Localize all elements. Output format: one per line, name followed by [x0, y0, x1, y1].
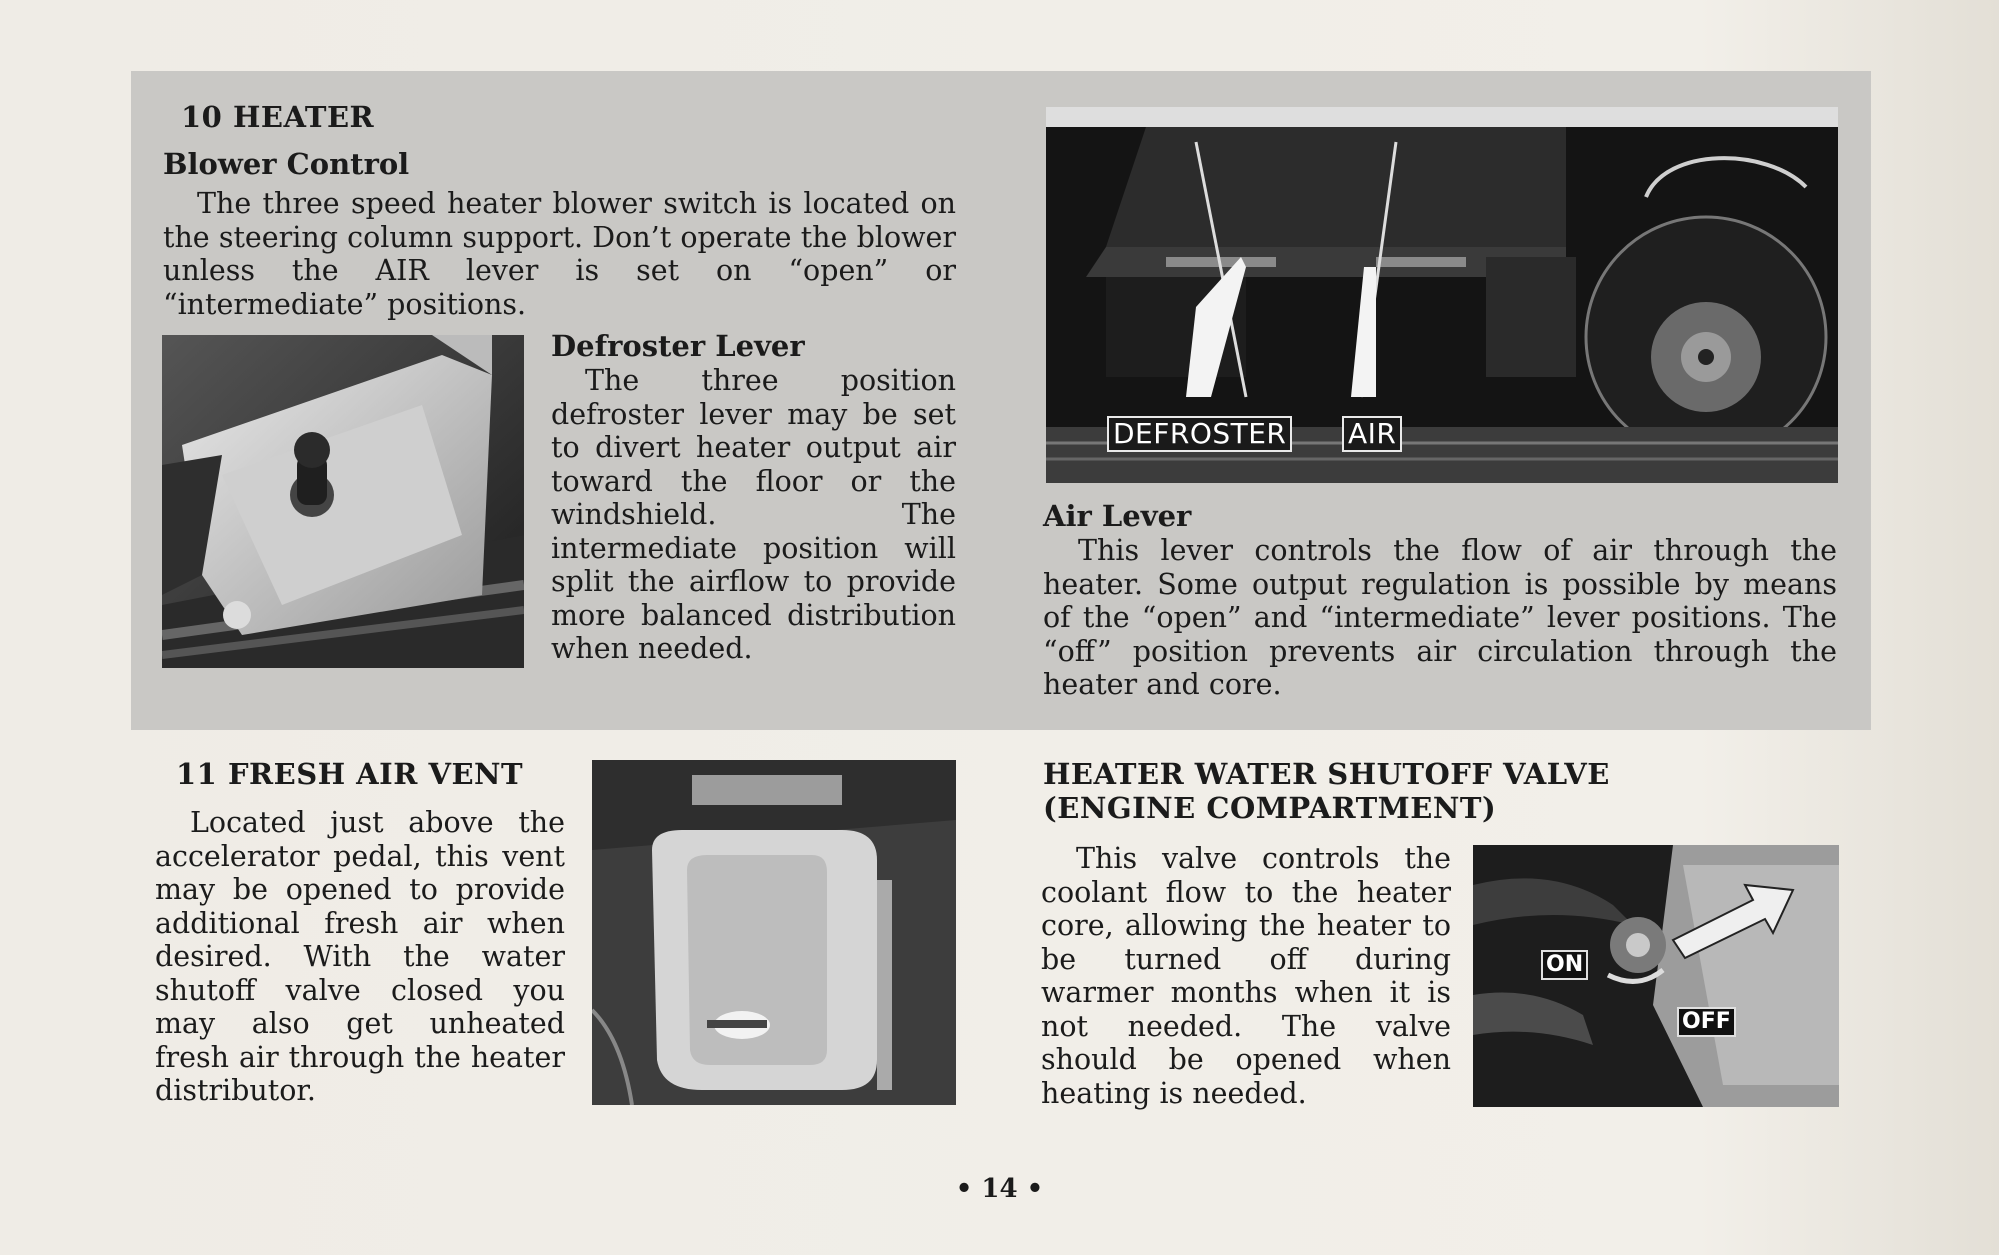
blower-control-title: Blower Control: [163, 147, 410, 181]
air-photo-label: AIR: [1342, 416, 1402, 452]
valve-heading-line1: HEATER WATER SHUTOFF VALVE: [1043, 757, 1610, 791]
valve-on-label: ON: [1541, 950, 1588, 980]
valve-off-label: OFF: [1677, 1007, 1736, 1037]
defroster-lever-text: The three position defroster lever may be set to divert heater output air toward the floor or the windshield. The intermediate position will split the airflow to provide more balanced distribution when needed.: [551, 364, 956, 665]
page-number: • 14 •: [955, 1174, 1044, 1204]
fresh-air-text: Located just above the accelerator pedal, this vent may be opened to provide additional fresh air when desired. With the water shutoff valve closed you may also get unheated fresh air through the heater distributor.: [155, 806, 565, 1107]
air-lever-text: This lever controls the flow of air through the heater. Some output regulation is possible by means of the “open” and “intermediate” lever positions. The “off” position prevents air circulation through the heater and core.: [1043, 534, 1837, 701]
blower-control-text: The three speed heater blower switch is located on the steering column support. Don’t operate the blower unless the AIR lever is set on “open” or “intermediate” positions.: [163, 187, 956, 321]
valve-heading-line2: (ENGINE COMPARTMENT): [1043, 791, 1497, 825]
fresh-air-vent-photo: [592, 760, 956, 1105]
fresh-air-heading: 11 FRESH AIR VENT: [176, 757, 524, 791]
valve-text: This valve controls the coolant flow to the heater core, allowing the heater to be turned off during warmer months when it is not needed. The valve should be opened when heating is needed.: [1041, 842, 1451, 1110]
air-lever-title: Air Lever: [1043, 499, 1192, 533]
heater-heading: 10 HEATER: [181, 100, 375, 134]
blower-switch-photo: [162, 335, 524, 668]
defroster-lever-title: Defroster Lever: [551, 329, 805, 363]
defroster-photo-label: DEFROSTER: [1107, 416, 1292, 452]
shutoff-valve-photo: [1473, 845, 1839, 1107]
